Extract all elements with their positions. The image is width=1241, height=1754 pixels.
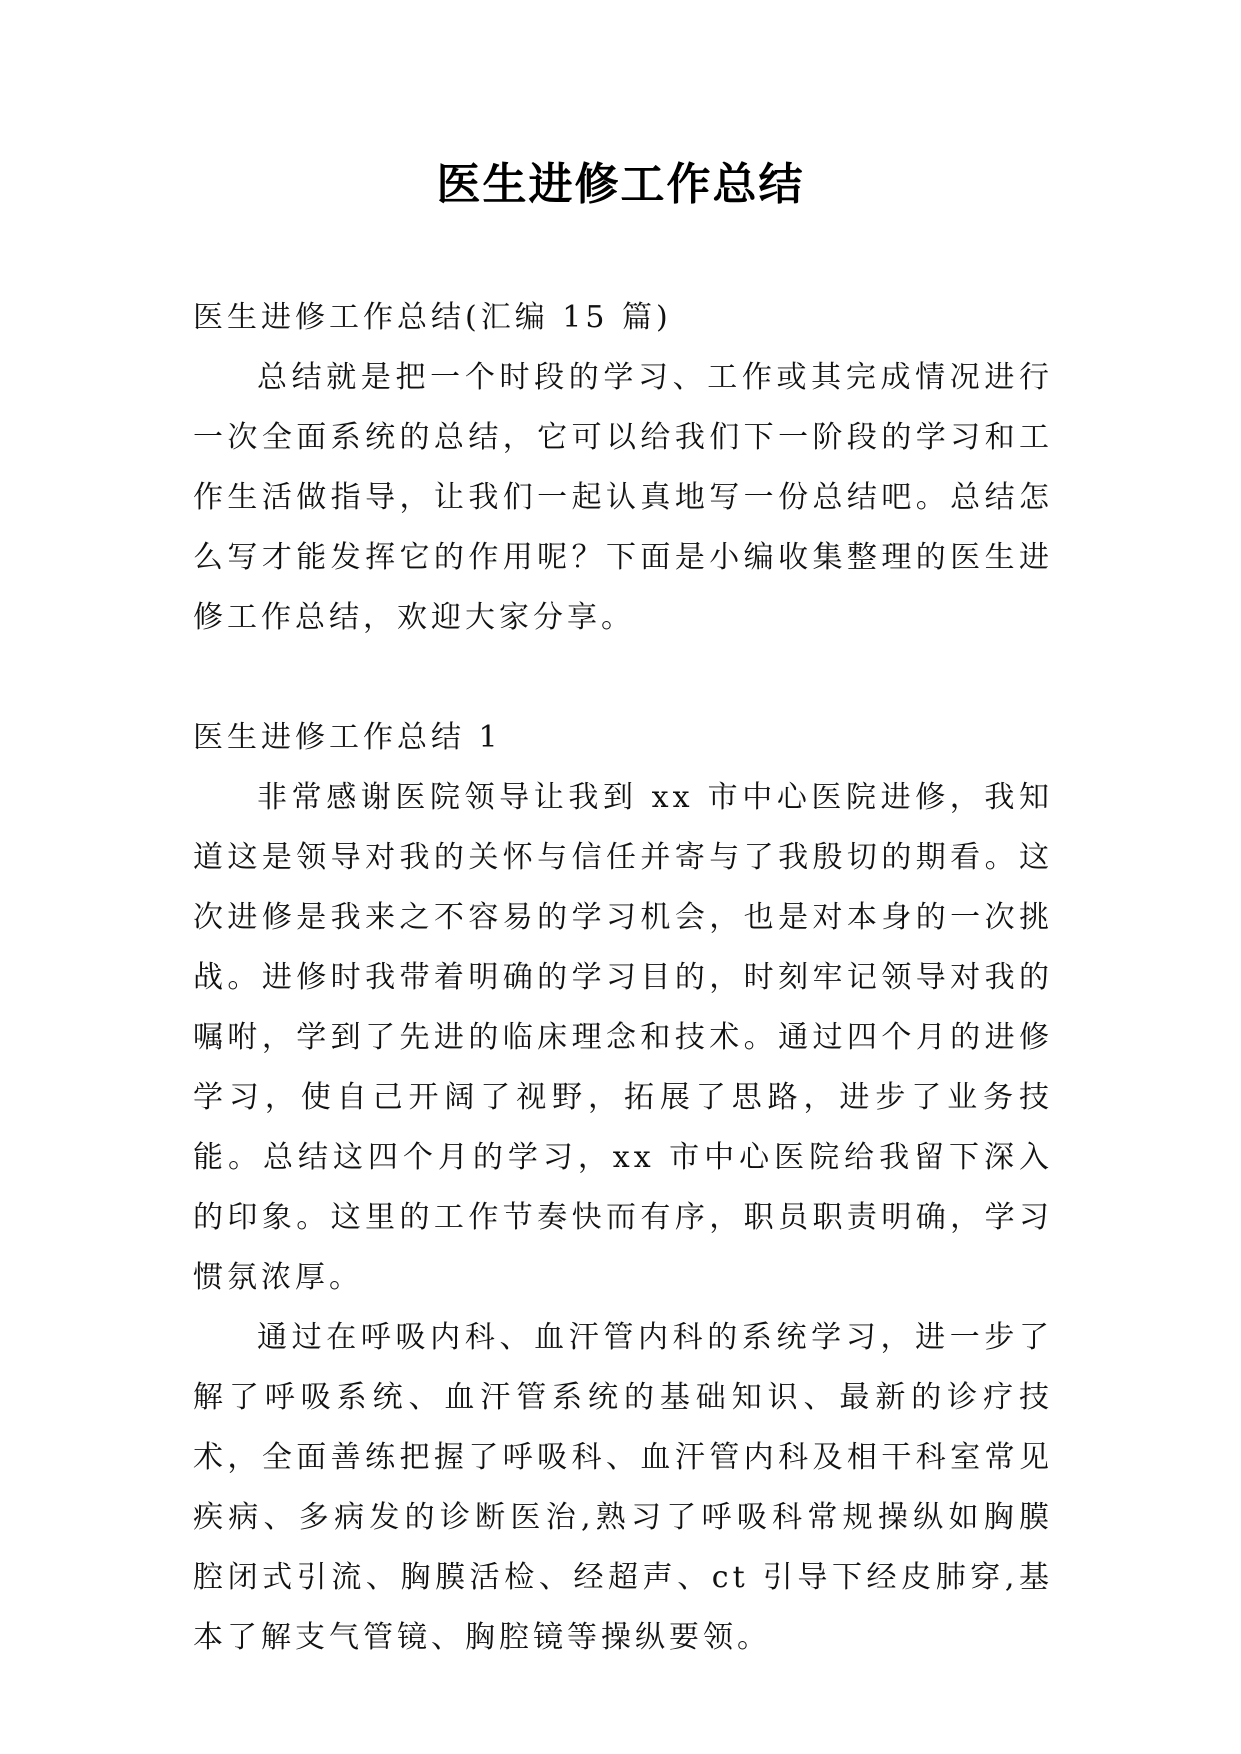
document-subtitle: 医生进修工作总结(汇编 15 篇): [193, 300, 672, 335]
section-spacer: [193, 648, 1053, 708]
section-heading: 医生进修工作总结 1: [193, 720, 502, 755]
section-paragraph-2: 通过在呼吸内科、血汗管内科的系统学习，进一步了解了呼吸系统、血汗管系统的基础知识、最新的诊疗技术，全面善练把握了呼吸科、血汗管内科及相干科室常见疾病、多病发的诊断医治,熟习了呼吸科常规操纵如胸膜腔闭式引流、胸膜活检、经超声、ct 引导下经皮肺穿,基本了解支气管镜、胸腔镜等操纵要领。: [193, 1320, 1053, 1655]
document-body: [193, 288, 1053, 1668]
document-title: 医生进修工作总结: [436, 159, 805, 210]
intro-paragraph: 总结就是把一个时段的学习、工作或其完成情况进行一次全面系统的总结，它可以给我们下一阶段的学习和工作生活做指导，让我们一起认真地写一份总结吧。总结怎么写才能发挥它的作用呢？下面是小编收集整理的医生进修工作总结，欢迎大家分享。: [193, 360, 1053, 635]
section-paragraph-1: 非常感谢医院领导让我到 xx 市中心医院进修，我知道这是领导对我的关怀与信任并寄与了我殷切的期看。这次进修是我来之不容易的学习机会，也是对本身的一次挑战。进修时我带着明确的学习目的，时刻牢记领导对我的嘱咐，学到了先进的临床理念和技术。通过四个月的进修学习，使自己开阔了视野，拓展了思路，进步了业务技能。总结这四个月的学习，xx 市中心医院给我留下深入的印象。这里的工作节奏快而有序，职员职责明确，学习惯氛浓厚。: [193, 780, 1053, 1295]
